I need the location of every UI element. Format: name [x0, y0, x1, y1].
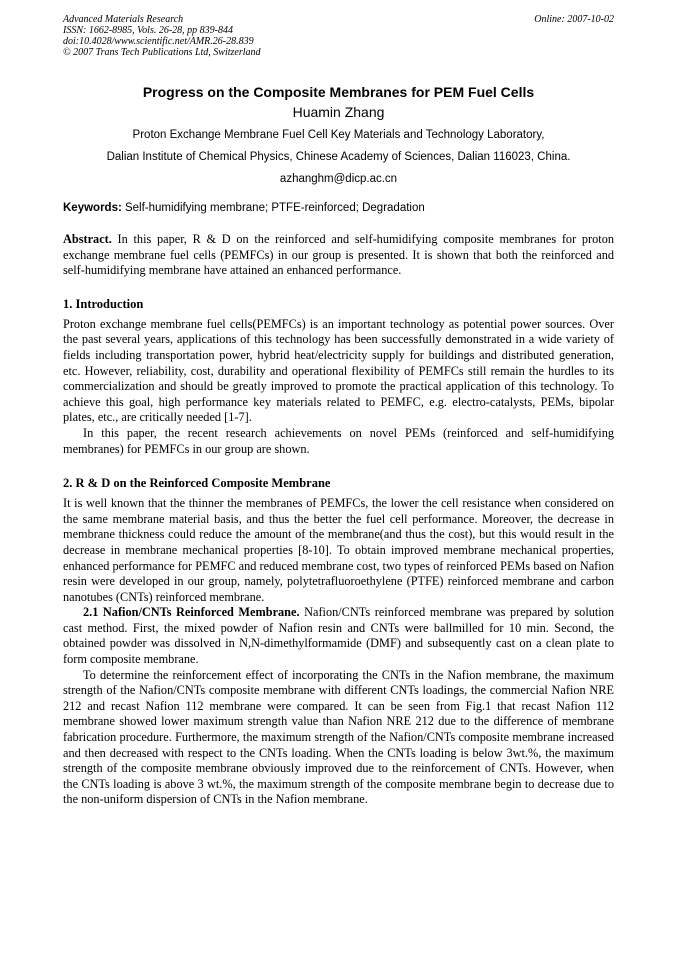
paper-page	[63, 14, 614, 808]
paper-title: Progress on the Composite Membranes for PEM Fuel Cells	[142, 84, 535, 100]
keywords-text: Self-humidifying membrane; PTFE-reinforced; Degradation	[121, 202, 425, 214]
abstract-text: In this paper, R & D on the reinforced and self-humidifying composite membranes for proton exchange membrane fuel cells (PEMFCs) in our group is presented. It is shown that both the reinforced and self-humidifying membrane have attained an enhanced performance.	[63, 232, 614, 278]
section-1-heading: 1. Introduction	[63, 296, 144, 311]
keywords-label: Keywords:	[63, 202, 122, 214]
keywords	[63, 200, 614, 216]
section-2-paragraph-1: It is well known that the thinner the membranes of PEMFCs, the lower the cell resistance when considered on the same membrane material basis, and thus the better the fuel cell performance. Moreover, the decrease in membrane thickness could reduce the amount of the membrane(and thus the cost), but this would result in the decrease in membrane mechanical properties [8-10]. To obtain improved membrane mechanical properties, enhanced performance for PEMFC and reduced membrane cost, two types of reinforced PEMs based on Nafion resin were developed in our group, namely, polytetrafluoroethylene (PTFE) reinforced membrane and carbon nanotubes (CNTs) reinforced membrane.	[63, 496, 614, 604]
affiliation	[63, 124, 614, 190]
online-date: Online: 2007-10-02	[534, 14, 614, 25]
section-1-paragraph-2: In this paper, the recent research achievements on novel PEMs (reinforced and self-humidifying membranes) for PEMFCs in our group are shown.	[63, 425, 614, 456]
journal-copyright: © 2007 Trans Tech Publications Ltd, Switzerland	[63, 47, 261, 58]
paper-author: Huamin Zhang	[292, 104, 385, 120]
author-email: azhanghm@dicp.ac.cn	[279, 173, 398, 185]
subsection-2-1-text: Nafion/CNTs reinforced membrane was prepared by solution cast method. First, the mixed powder of Nafion resin and CNTs were ballmilled for 10 min. Second, the obtained powder was dissolved in N,N-dimethylformamide (DMF) and subsequently cast on a clean plate to form composite membrane.	[63, 605, 615, 667]
affiliation-line-2: Dalian Institute of Chemical Physics, Chinese Academy of Sciences, Dalian 116023, China.	[106, 151, 571, 163]
section-1-paragraph-1: Proton exchange membrane fuel cells(PEMFCs) is an important technology as potential power sources. Over the past several years, applications of this technology has been successfully demonstrated in a wide variety of fields including transportation power, hybrid heat/electricity supply for buildings and distributed generation, etc. However, reliability, cost, durability and operational flexibility of PEMFCs still remain the hurdles to its commercialization and should be greatly improved to promote the practical application of this technology. To achieve this goal, high performance key materials related to PEMFC, e.g. electro-catalysts, PEMs, bipolar plates, etc., are critically needed [1-7].	[63, 316, 614, 425]
abstract	[63, 232, 614, 279]
subsection-2-1-label: 2.1 Nafion/CNTs Reinforced Membrane.	[83, 605, 300, 620]
journal-name: Advanced Materials Research	[63, 14, 184, 25]
section-2-heading: 2. R & D on the Reinforced Composite Membrane	[63, 476, 331, 491]
journal-issn: ISSN: 1662-8985, Vols. 26-28, pp 839-844	[63, 25, 233, 36]
section-2-paragraph-3: To determine the reinforcement effect of incorporating the CNTs in the Nafion membrane, the maximum strength of the Nafion/CNTs composite membrane with different CNTs loadings, the commercial Nafion NRE 212 and recast Nafion 112 membrane were compared. It can be seen from Fig.1 that recast Nafion 112 membrane showed lower maximum strength value than Nafion NRE 212 due to the difference of membrane fabrication procedure. Furthermore, the maximum strength of the Nafion/CNTs composite membrane increased and then decreased with respect to the CNTs loading. When the CNTs loading is below 3wt.%, the maximum strength of the composite membrane obviously improved due to the reinforcement of CNTs. However, when the CNTs loading is above 3 wt.%, the maximum strength of the composite membrane begin to decrease due to the non-uniform dispersion of CNTs in the Nafion membrane.	[63, 667, 614, 807]
affiliation-line-1: Proton Exchange Membrane Fuel Cell Key Materials and Technology Laboratory,	[132, 129, 545, 141]
section-2-paragraph-2	[63, 605, 614, 667]
journal-header	[63, 14, 614, 58]
journal-doi: doi:10.4028/www.scientific.net/AMR.26-28.839	[63, 36, 254, 47]
abstract-label: Abstract.	[63, 232, 112, 246]
